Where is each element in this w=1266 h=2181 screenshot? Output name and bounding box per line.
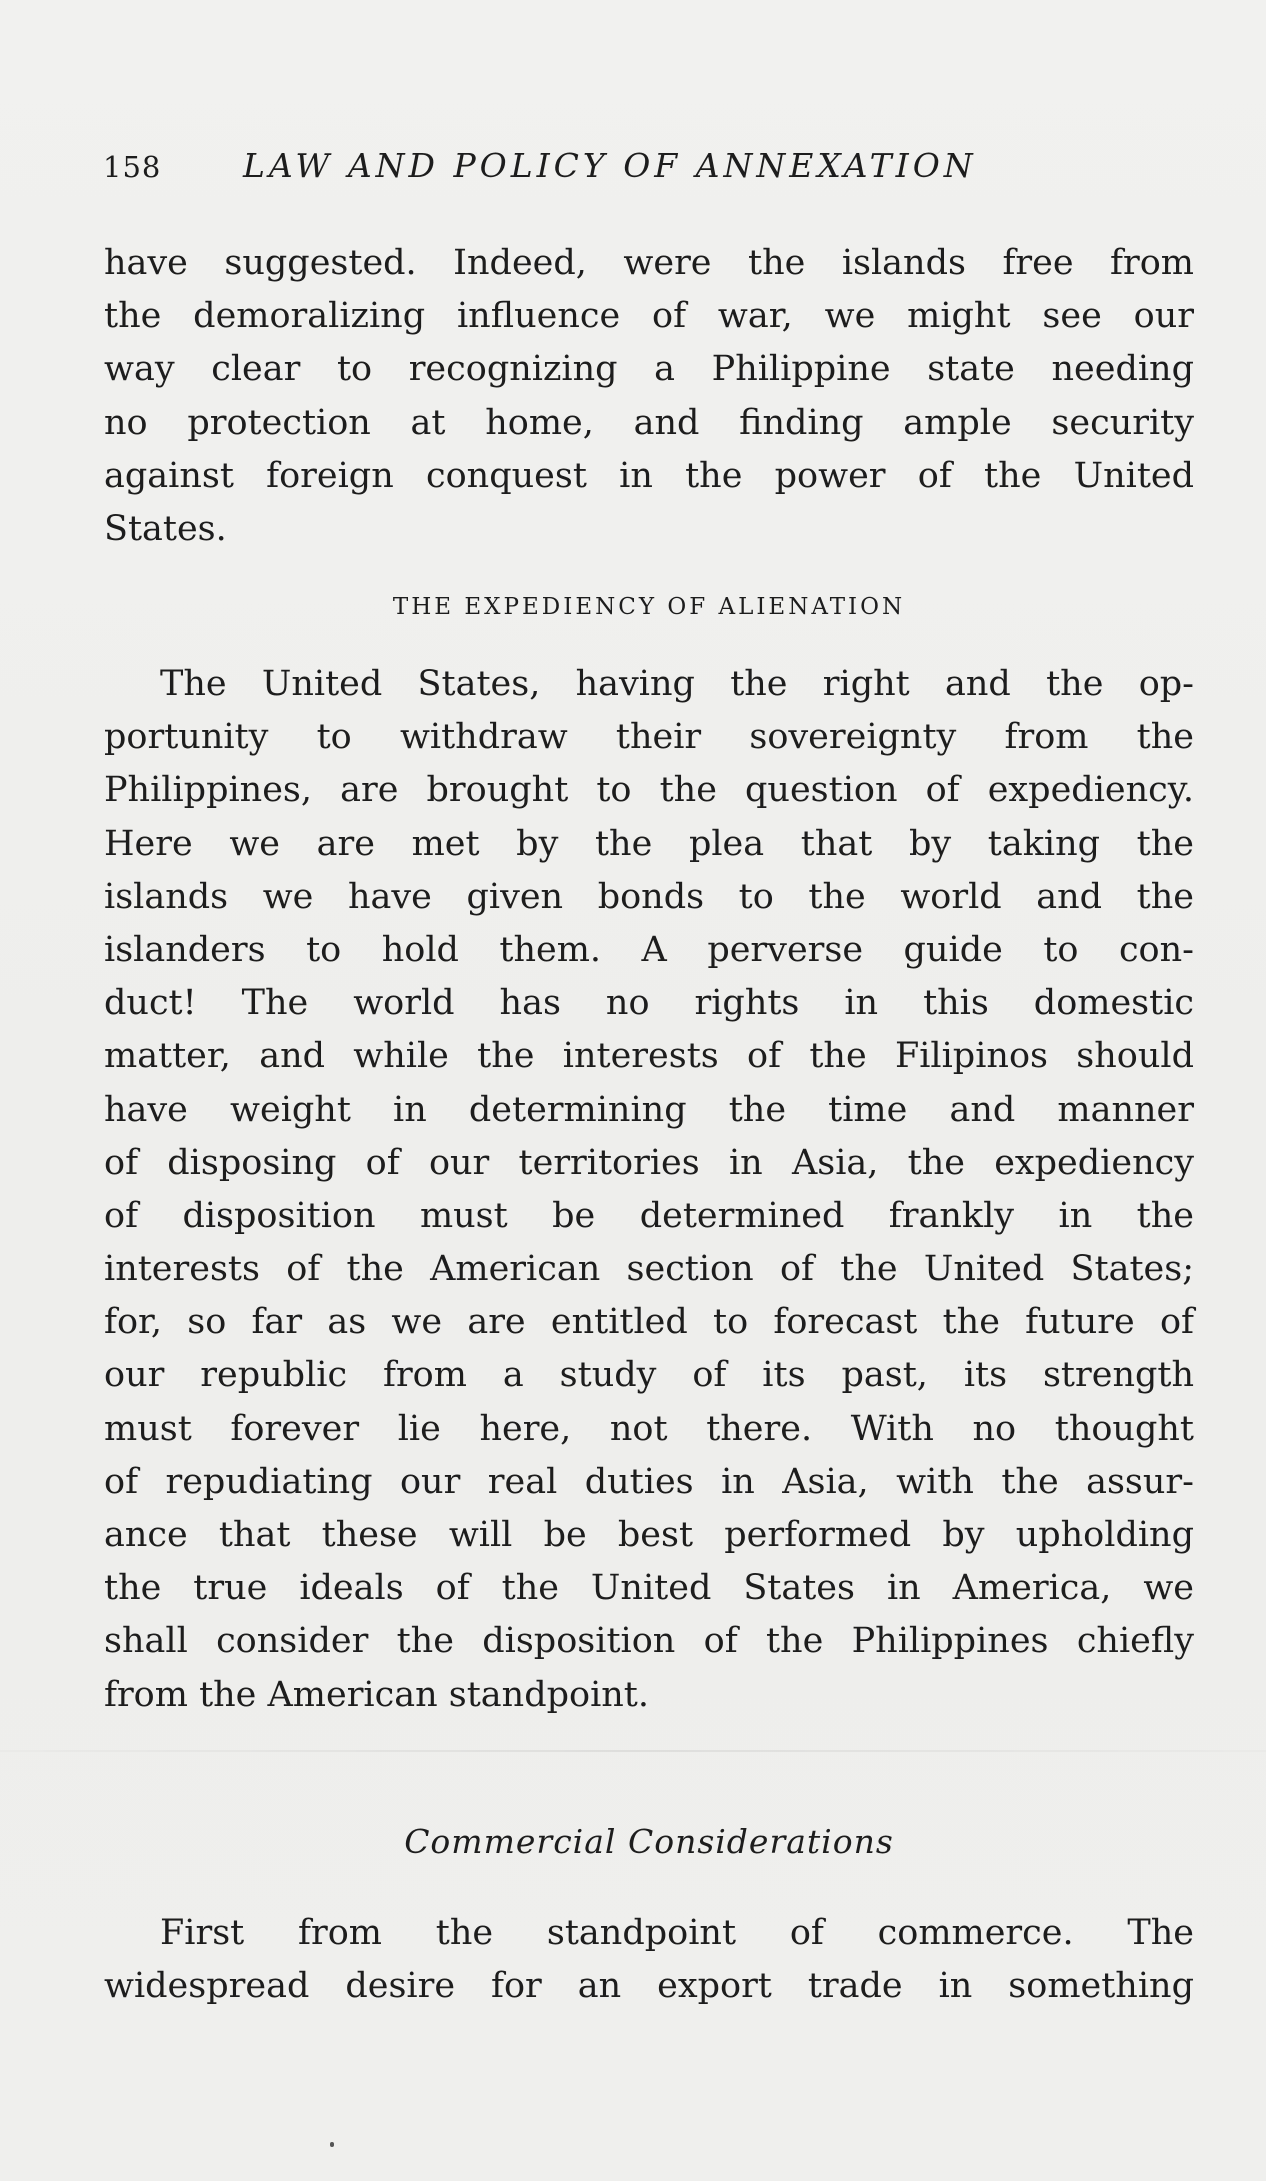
- text-line: no protection at home, and finding ample security: [104, 402, 1194, 443]
- running-head: LAW AND POLICY OF ANNEXATION: [243, 146, 977, 185]
- text-line: have suggested. Indeed, were the islands free from: [104, 243, 1194, 283]
- subheading: Commercial Considerations: [404, 1822, 894, 1861]
- page-fold-shadow: [0, 1750, 1266, 1752]
- text-line: for, so far as we are entitled to forecast the future of: [104, 1302, 1194, 1343]
- paragraph-1: [104, 237, 1194, 556]
- text-line: interests of the American section of the United States;: [104, 1249, 1194, 1290]
- text-line: have weight in determining the time and manner: [104, 1089, 1194, 1130]
- page-number: 158: [103, 150, 162, 184]
- text-line: ance that these will be best performed by upholding: [104, 1515, 1194, 1555]
- text-line: must forever lie here, not there. With no thought: [104, 1408, 1194, 1449]
- text-line: shall consider the disposition of the Philippines chiefly: [104, 1621, 1194, 1662]
- text-line: the true ideals of the United States in America, we: [104, 1568, 1194, 1609]
- text-line: portunity to withdraw their sovereignty from the: [104, 717, 1194, 758]
- text-line: of repudiating our real duties in Asia, with the assur-: [104, 1461, 1194, 1502]
- text-line: from the American standpoint.: [104, 1674, 649, 1715]
- text-line: of disposition must be determined frankly in the: [104, 1195, 1194, 1236]
- section-heading: THE EXPEDIENCY OF ALIENATION: [392, 594, 906, 620]
- text-line: The United States, having the right and the op-: [160, 664, 1194, 704]
- text-line: of disposing of our territories in Asia, the expediency: [104, 1142, 1194, 1183]
- text-line: widespread desire for an export trade in something: [104, 1966, 1194, 2007]
- text-line: against foreign conquest in the power of the United: [104, 455, 1194, 496]
- text-line: Here we are met by the plea that by taking the: [104, 823, 1194, 864]
- text-line: islanders to hold them. A perverse guide to con-: [104, 929, 1194, 970]
- text-line: States.: [104, 508, 227, 549]
- paragraph-3: [104, 1907, 1194, 2013]
- paragraph-2: [104, 658, 1194, 1722]
- ink-speck: [330, 2142, 334, 2147]
- text-line: duct! The world has no rights in this domestic: [104, 983, 1194, 1024]
- text-line: islands we have given bonds to the world and the: [104, 876, 1194, 917]
- text-line: the demoralizing influence of war, we might see our: [104, 296, 1194, 337]
- text-line: Philippines, are brought to the question of expediency.: [104, 770, 1194, 811]
- text-line: First from the standpoint of commerce. The: [160, 1913, 1194, 1953]
- text-line: matter, and while the interests of the Filipinos should: [104, 1036, 1194, 1077]
- text-line: our republic from a study of its past, its strength: [104, 1355, 1194, 1396]
- text-line: way clear to recognizing a Philippine state needing: [104, 349, 1194, 390]
- page-header: [103, 146, 1183, 196]
